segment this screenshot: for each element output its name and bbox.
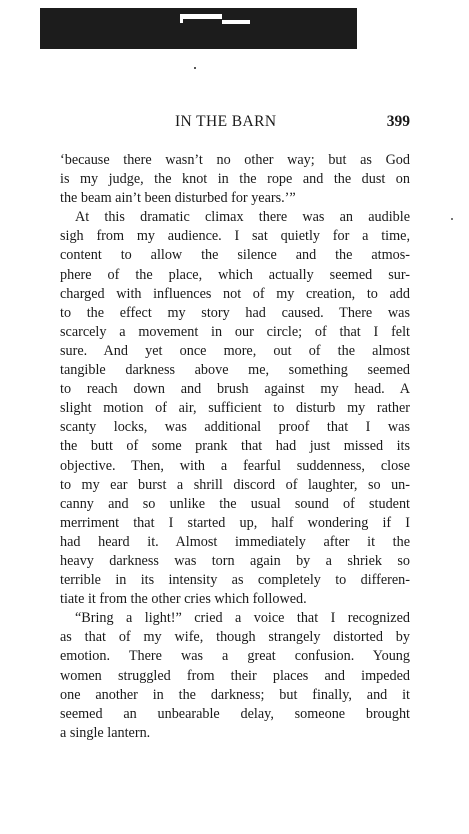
text-line: At this dramatic climax there was an audible bbox=[75, 209, 410, 226]
text-line: tiate it from the other cries which followed. bbox=[60, 591, 307, 608]
text-line: the butt of some prank that had just missed its bbox=[60, 438, 410, 455]
running-head: IN THE BARN bbox=[175, 113, 277, 130]
text-line: charged with influences not of my creation, to add bbox=[60, 285, 410, 302]
text-line: sigh from my audience. I sat quietly for a time, bbox=[60, 228, 410, 245]
text-line: tangible darkness above me, something seemed bbox=[60, 362, 410, 379]
scan-redaction-bar bbox=[40, 8, 357, 49]
text-line: to the effect my story had caused. There was bbox=[60, 304, 410, 321]
text-line: merriment that I started up, half wondering if I bbox=[60, 514, 410, 531]
text-line: scanty locks, was additional proof that I was bbox=[60, 419, 410, 436]
scan-speck bbox=[194, 67, 196, 69]
text-line: sure. And yet once more, out of the almost bbox=[60, 342, 410, 359]
text-line: one another in the darkness; but finally, and it bbox=[60, 686, 410, 703]
text-line: emotion. There was a great confusion. Young bbox=[60, 648, 410, 665]
text-line: terrible in its intensity as completely to differen- bbox=[60, 572, 410, 589]
text-line: objective. Then, with a fearful suddenness, close bbox=[60, 457, 410, 474]
body-text bbox=[60, 151, 410, 743]
text-line: slight motion of air, sufficient to disturb my rather bbox=[60, 400, 410, 417]
scan-artifact bbox=[180, 14, 222, 19]
text-line: the beam ain’t been disturbed for years.’” bbox=[60, 190, 296, 207]
text-line: ‘because there wasn’t no other way; but as God bbox=[60, 152, 410, 168]
text-line: women struggled from their places and impeded bbox=[60, 667, 410, 684]
text-line: content to allow the silence and the atmos- bbox=[60, 247, 410, 264]
text-line: scarcely a movement in our circle; of that I felt bbox=[60, 323, 410, 340]
text-line: canny and so unlike the usual sound of student bbox=[60, 495, 410, 512]
page-header bbox=[60, 113, 410, 135]
text-line: seemed an unbearable delay, someone brought bbox=[60, 705, 410, 722]
scan-artifact bbox=[222, 20, 250, 24]
page-number: 399 bbox=[386, 113, 410, 130]
text-line: to my ear burst a shrill discord of laughter, so un- bbox=[60, 476, 410, 493]
scan-artifact bbox=[180, 18, 183, 23]
text-line: to reach down and brush against my head. A bbox=[60, 381, 410, 398]
text-line: a single lantern. bbox=[60, 724, 151, 741]
text-line: “Bring a light!” cried a voice that I recognized bbox=[75, 610, 410, 627]
scan-speck bbox=[451, 218, 453, 220]
text-line: heavy darkness was torn again by a shriek so bbox=[60, 552, 410, 569]
text-line: is my judge, the knot in the rope and the dust on bbox=[60, 171, 410, 188]
text-line: had heard it. Almost immediately after it the bbox=[60, 533, 410, 550]
text-line: phere of the place, which actually seemed sur- bbox=[60, 266, 410, 283]
text-line: as that of my wife, though strangely distorted by bbox=[60, 629, 410, 646]
